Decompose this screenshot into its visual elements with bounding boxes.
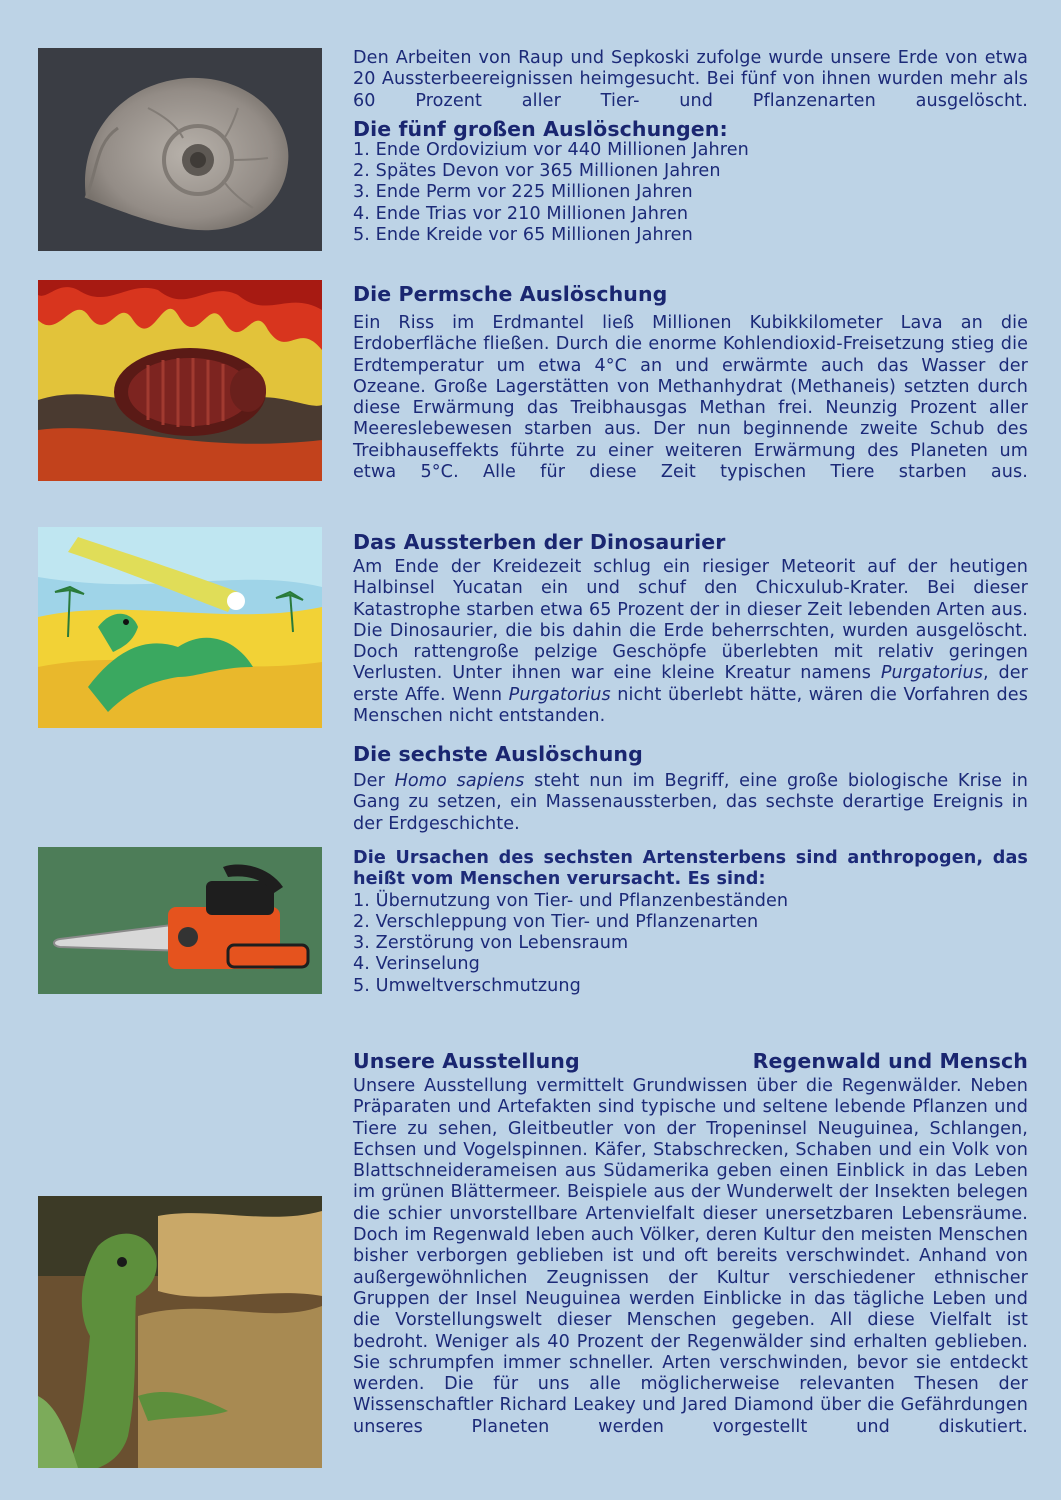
chainsaw-image [38,847,322,994]
causes-list [353,891,1028,997]
exhibition-heading: Unsere Ausstellung [353,1049,580,1073]
list-item: 2. Verschleppung von Tier- und Pflanzenarten [353,911,759,932]
list-item: 5. Ende Kreide vor 65 Millionen Jahren [353,225,693,246]
causes-intro: Die Ursachen des sechsten Artensterbens sind anthropogen, das heißt vom Menschen verursacht. Es sind: [353,848,1028,890]
exhibition-paragraph: Unsere Ausstellung vermittelt Grundwissen über die Regenwälder. Neben Präparaten und Artefakten sind typische und seltene lebende Pflanzen und Tiere zu sehen, Gleitbeutler von der Tropeninsel Neuguinea, Schlangen, Echsen und Vogelspinnen. Käfer, Stabschrecken, Schaben und ein Volk von Blattschneiderameisen aus Südamerika geben einen Einblick in das Leben im grünen Blättermeer. Beispiele aus der Wunderwelt der Insekten belegen die schier unvorstellbare Artenvielfalt dieser unersetzbaren Lebensräume. Doch im Regenwald leben auch Völker, deren Kultur den meisten Menschen bisher verborgen geblieben ist und oft bereits verschwindet. Anhand von außergewöhnlichen Zeugnissen der Kultur verschiedener ethnischer Gruppen der Insel Neuguinea werden Einblicke in das tägliche Leben und die Vorstellungswelt dieser Menschen gegeben. All diese Vielfalt ist bedroht. Weniger als 40 Prozent der Regenwälder sind erhalten geblieben. Sie schrumpfen immer schneller. Arten verschwinden, bevor sie entdeckt werden. Die für uns alle möglicherweise relevanten Thesen der Wissenschaftler Richard Leakey und Jared Diamond über die Gefährdungen unseres Planeten werden vorgestellt und diskutiert. [353,1076,1028,1437]
dinosaur-meteorite-painting-image [38,527,322,728]
sixth-text-a: Der [353,771,395,791]
section-five-extinctions [353,48,1028,246]
purgatorius-term: Purgatorius [880,663,983,684]
section-causes [353,848,1028,997]
five-extinctions-list [353,140,1028,246]
intro-paragraph: Den Arbeiten von Raup und Sepkoski zufolge wurde unsere Erde von etwa 20 Aussterbeereignissen heimgesucht. Bei fünf von ihnen wurden mehr als 60 Prozent aller Tier- und Pflanzenarten ausgelöscht. [353,48,1028,111]
list-item: 4. Ende Trias vor 210 Millionen Jahren [353,203,689,224]
lizard-photo-image [38,1196,322,1468]
list-item: 3. Zerstörung von Lebensraum [353,933,629,954]
dinosaur-text-a: Am Ende der Kreidezeit schlug ein riesiger Meteorit auf der heutigen Halbinsel Yucatan ein und schuf den Chicxulub-Krater. Bei dieser Katastrophe starben etwa 65 Prozent der in dieser Zeit lebenden Arten aus. Die Dinosaurier, die bis dahin die Erde beherrschten, wurden ausgelöscht. Doch rattengroße pelzige Geschöpfe überlebten mit relativ geringen Verlusten. Unter ihnen war eine kleine Kreatur namens [353,557,1028,684]
dinosaur-text-b: , der erste Affe. Wenn [353,663,1028,705]
sixth-extinction-heading: Die sechste Auslöschung [353,742,643,766]
five-extinctions-heading: Die fünf großen Auslöschungen: [353,116,728,141]
exhibition-header [353,1048,1028,1074]
section-sixth-extinction [353,741,1028,835]
dinosaur-paragraph [353,557,1028,727]
purgatorius-term: Purgatorius [508,684,611,705]
permian-heading: Die Permsche Auslöschung [353,282,668,306]
list-item: 1. Übernutzung von Tier- und Pflanzenbeständen [353,890,789,911]
list-item: 3. Ende Perm vor 225 Millionen Jahren [353,182,693,203]
exhibition-subtitle: Regenwald und Mensch [752,1049,1028,1073]
list-item: 5. Umweltverschmutzung [353,975,581,996]
dinosaur-heading: Das Aussterben der Dinosaurier [353,530,726,554]
section-dinosaur-extinction [353,529,1028,727]
homo-sapiens-term: Homo sapiens [394,771,525,791]
section-exhibition [353,1048,1028,1438]
permian-paragraph: Ein Riss im Erdmantel ließ Millionen Kubikkilometer Lava an die Erdoberfläche fließen. Durch die enorme Kohlendioxid-Freisetzung stieg die Erdtemperatur um etwa 4°C an und erwärmte auch das Wasser der Ozeane. Große Lagerstätten von Methanhydrat (Methaneis) setzten durch diese Erwärmung das Treibhausgas Methan frei. Neunzig Prozent aller Meereslebewesen starben aus. Der nun beginnende zweite Schub des Treibhauseffekts führte zu einer weiteren Erwärmung des Planeten um etwa 5°C. Alle für diese Zeit typischen Tiere starben aus. [353,313,1028,483]
dinosaur-text-c: nicht überlebt hätte, wären die Vorfahren des Menschen nicht entstanden. [353,684,1028,727]
list-item: 1. Ende Ordovizium vor 440 Millionen Jahren [353,139,749,160]
sixth-extinction-paragraph [353,771,1028,835]
list-item: 4. Verinselung [353,954,480,975]
list-item: 2. Spätes Devon vor 365 Millionen Jahren [353,161,721,182]
trilobite-lava-painting-image [38,280,322,481]
ammonite-fossil-image [38,48,322,251]
section-permian-extinction [353,281,1028,483]
sixth-text-b: steht nun im Begriff, eine große biologische Krise in Gang zu setzen, ein Massenaussterben, das sechste derartige Ereignis in der Erdgeschichte. [353,771,1028,834]
